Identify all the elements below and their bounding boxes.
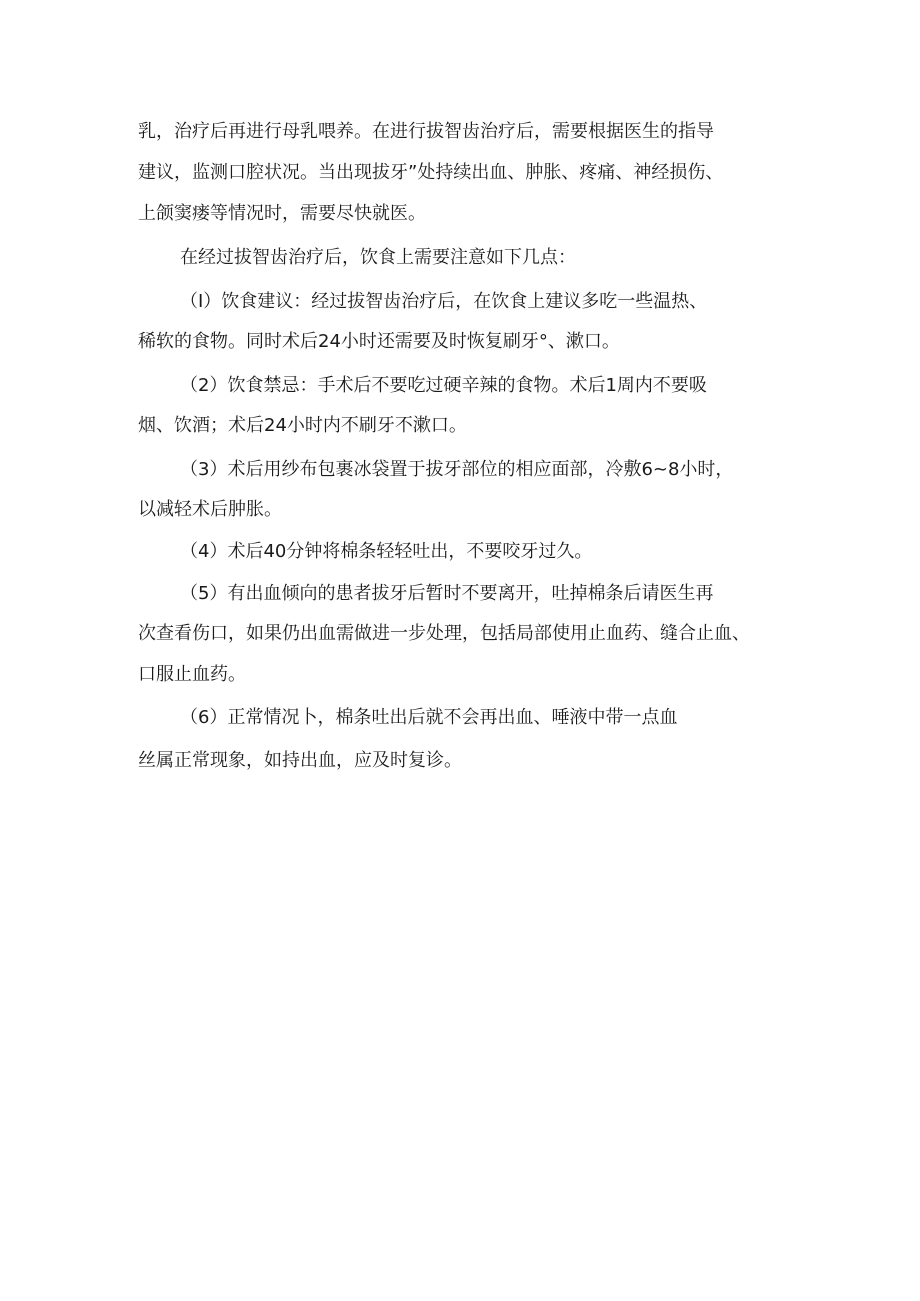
item-3-line-1: （3）术后用纱布包裹冰袋置于拔牙部位的相应面部，冷敷6~8小时， — [180, 459, 734, 480]
item-5-line-1: （5）有出血倾向的患者拔牙后暂时不要离开，吐掉棉条后请医生再 — [180, 583, 714, 604]
item-1-line-2: 稀软的食物。同时术后24小时还需要及时恢复刷牙°、漱口。 — [138, 331, 620, 352]
intro-line-2: 建议，监测口腔状况。当出现拔牙”处持续出血、肿胀、疼痛、神经损伤、 — [138, 162, 724, 183]
diet-heading: 在经过拔智齿治疗后，饮食上需要注意如下几点： — [180, 247, 576, 268]
item-6-line-2: 丝属正常现象，如持出血，应及时复诊。 — [138, 750, 462, 771]
intro-line-3: 上颌窦瘘等情况时，需要尽快就医。 — [138, 203, 426, 224]
item-3-line-2: 以减轻术后肿胀。 — [138, 499, 282, 520]
item-6-line-1: （6）正常情况卜，棉条吐出后就不会再出血、唾液中带一点血 — [180, 707, 678, 728]
item-5-line-3: 口服止血药。 — [138, 664, 246, 685]
item-4-line-1: （4）术后40分钟将棉条轻轻吐出，不要咬牙过久。 — [180, 541, 593, 562]
item-2-line-1: （2）饮食禁忌：手术后不要吃过硬辛辣的食物。术后1周内不要吸 — [180, 375, 707, 396]
intro-line-1: 乳，治疗后再进行母乳喂养。在进行拔智齿治疗后，需要根据医生的指导 — [138, 121, 714, 142]
item-2-line-2: 烟、饮酒；术后24小时内不刷牙不漱口。 — [138, 415, 467, 436]
item-5-line-2: 次查看伤口，如果仍出血需做进一步处理，包括局部使用止血药、缝合止血、 — [138, 623, 750, 644]
item-1-line-1: （I）饮食建议：经过拔智齿治疗后，在饮食上建议多吃一些温热、 — [180, 291, 708, 312]
